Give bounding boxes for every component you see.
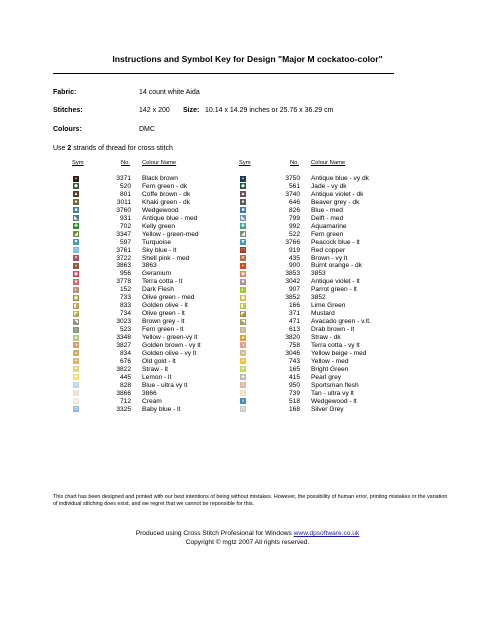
colour-row [0,382,495,389]
symbol-swatch: ✕ [240,255,246,261]
colour-name: Peacock blue - lt [311,238,360,246]
colour-name: 3866 [142,389,157,397]
colour-number: 3863 [116,262,131,270]
fabric-label: Fabric: [53,89,77,96]
colour-name: Olive green - lt [142,310,185,318]
symbol-swatch: ◊ [241,382,245,389]
colour-number: 520 [119,182,131,190]
colour-name: Black brown [142,175,178,182]
colour-name: Antique blue - vy dk [311,175,369,182]
colour-name: Shell pink - med [142,254,190,262]
size-value: 10.14 x 14.29 inches or 25.76 x 36.29 cm [205,107,334,114]
colour-row [0,223,495,230]
symbol-swatch: ▼ [240,239,246,246]
colour-number: 712 [119,397,131,405]
symbol-swatch: ◣ [241,215,245,222]
symbol-swatch: ◆ [74,183,78,190]
colour-number: 702 [119,222,131,230]
colour-name: Terra cotta - vy lt [311,341,360,349]
footer-copyright: Copyright © mgtz 2007 All rights reserved. [185,539,310,546]
symbol-swatch: ◢ [74,231,78,238]
colour-name: Silver Grey [311,405,344,413]
colour-number: 166 [288,302,300,310]
colour-row [0,191,495,198]
colour-number: 3023 [116,318,131,326]
colour-name: Fern green - dk [142,182,188,190]
colour-number: 561 [288,182,300,190]
colour-row [0,342,495,349]
symbol-swatch: ◗ [241,262,245,269]
colour-name: Terra cotta - lt [142,278,183,286]
colour-name: Sky blue - lt [142,246,177,254]
colour-number: 801 [119,190,131,198]
symbol-swatch: ◤ [74,310,78,317]
colour-name: Antique blue - med [142,214,198,222]
colour-number: 3866 [116,389,131,397]
software-link[interactable]: www.dpsoftware.co.uk [293,530,360,537]
colour-name: Yellow - green-med [142,230,199,238]
colour-number: 613 [288,326,300,334]
colour-number: 415 [288,373,300,381]
symbol-swatch: ◘ [74,406,78,413]
colour-name: Dark Flesh [142,286,174,294]
symbol-swatch: ◧ [73,302,79,309]
symbol-swatch: ● [74,199,78,206]
symbol-swatch: ✦ [73,366,79,373]
right-header-no: No. [290,160,300,166]
colour-name: Bright Green [311,365,349,373]
colour-number: 646 [288,198,300,206]
symbol-swatch: ◧ [240,302,246,309]
colour-number: 733 [119,294,131,302]
colour-name: Fern green [311,230,344,238]
colour-row [0,390,495,397]
symbol-swatch: ◉ [240,270,246,277]
symbol-swatch: ■ [241,207,245,214]
colour-number: 833 [119,302,131,310]
stitches-label: Stitches: [53,107,83,114]
colour-name: Wedgewood - lt [311,397,357,405]
symbol-swatch: ★ [73,278,79,285]
colour-number: 3042 [285,278,300,286]
colour-name: Jade - vy dk [311,182,347,190]
symbol-swatch: ♦ [74,334,78,341]
colour-row [0,398,495,405]
colour-name: Yellow beige - med [311,349,367,357]
colour-number: 900 [288,262,300,270]
colour-name: Golden brown - vy lt [142,341,201,349]
symbol-swatch: ♦ [241,334,245,341]
colour-number: 3740 [285,190,300,198]
right-header-name: Colour Name [311,160,346,166]
colour-name: 3863 [142,262,157,270]
colour-number: 919 [288,246,300,254]
left-header-name: Colour Name [142,160,177,166]
colour-name: Mustard [311,310,335,318]
colour-number: 3760 [116,206,131,214]
colour-number: 445 [119,373,131,381]
disclaimer: This chart has been designed and printed with our best intentions of being without mistakes. However, the possibility of human error, printing mistakes or the variation of individual stitching does exist, and we regret that we cannot be reponsible for this. [53,494,448,507]
colour-name: Brown - vy lt [311,254,348,262]
symbol-swatch: ○ [241,326,245,333]
colour-number: 931 [119,214,131,222]
symbol-swatch: ▪ [73,176,79,182]
title-rule [53,73,394,74]
colour-number: 371 [288,310,300,318]
colour-row [0,326,495,333]
left-header-sym: Sym [72,160,84,166]
symbol-swatch: ▯ [241,390,245,397]
colour-name: Parrot green - lt [311,286,357,294]
colour-name: Antique violet - lt [311,278,360,286]
symbol-swatch: ◉ [73,270,79,277]
symbol-swatch: ◥ [241,318,245,325]
colour-name: Aquamarine [311,222,347,230]
colour-name: Red copper [311,246,346,254]
page-title: Instructions and Symbol Key for Design "Major M cockatoo-color" [112,54,383,64]
colour-name: Khaki green - dk [142,198,191,206]
colour-name: Avacado green - v.lt. [311,318,371,326]
colour-number: 992 [288,222,300,230]
colour-number: 3347 [116,230,131,238]
colour-name: 3853 [311,270,326,278]
symbol-swatch: ◢ [241,231,245,238]
colour-row [0,247,495,254]
colour-number: 3371 [116,175,131,182]
colour-name: Blue - ultra vy lt [142,381,188,389]
symbol-swatch: ◐ [74,286,78,293]
colour-row [0,231,495,238]
colour-name: Brown grey - lt [142,318,185,326]
colour-name: Old gold - lt [142,357,176,365]
symbol-swatch: ✚ [240,223,246,230]
symbol-swatch: ▼ [73,239,79,246]
fabric-value: 14 count white Aida [139,89,200,96]
symbol-swatch: ◗ [74,262,78,269]
colour-number: 3778 [116,278,131,286]
colour-number: 3011 [116,198,131,206]
colour-name: Wedgewood [142,206,179,214]
colour-number: 522 [288,230,300,238]
colour-number: 3761 [116,246,131,254]
colour-name: Tan - ultra vy lt [311,389,354,397]
footer-produced: Produced using Cross Stitch Profesional for Windows www.dpsoftware.co.uk [135,530,360,537]
colour-name: Kelly green [142,222,175,230]
colour-number: 3046 [285,349,300,357]
symbol-swatch: ▪ [240,176,246,182]
colour-name: Drab brown - lt [311,326,355,334]
colour-name: Golden olive - vy lt [142,349,197,357]
symbol-swatch: ◣ [74,215,78,222]
colour-number: 758 [288,341,300,349]
colour-number: 3348 [116,334,131,341]
colour-name: Burnt orange - dk [311,262,362,270]
colour-number: 523 [119,326,131,334]
size-label: Size: [183,107,200,114]
colour-name: 3852 [311,294,326,302]
symbol-swatch: ◓ [74,358,78,365]
symbol-swatch: ◊ [74,382,78,389]
symbol-swatch: □ [74,247,78,254]
symbol-swatch: ■ [74,207,78,214]
colour-row [0,374,495,381]
colour-name: Yellow - green-vy lt [142,334,198,341]
colour-row [0,255,495,262]
colour-name: Blue - med [311,206,343,214]
colour-name: Sportsman flesh [311,381,359,389]
colour-number: 3750 [285,175,300,182]
colour-number: 734 [119,310,131,318]
colour-name: Antique violet - dk [311,190,364,198]
colour-number: 3722 [116,254,131,262]
colour-row [0,262,495,269]
colour-row [0,406,495,413]
colour-number: 907 [288,286,300,294]
colour-number: 3822 [116,365,131,373]
symbol-swatch: ◑ [74,342,78,349]
symbol-swatch: ▯ [74,390,78,397]
symbol-swatch: ♣ [241,374,245,381]
symbol-swatch: □ [241,247,245,254]
colour-number: 597 [119,238,131,246]
symbol-swatch: ◒ [241,350,245,357]
colour-row [0,318,495,325]
symbol-swatch: ◤ [241,310,245,317]
symbol-swatch: ◆ [241,183,245,190]
colour-row [0,207,495,214]
colour-row [0,239,495,246]
colour-number: 826 [288,206,300,214]
colour-name: Baby blue - lt [142,405,181,413]
colour-number: 950 [288,381,300,389]
colour-row [0,278,495,285]
colour-number: 828 [119,381,131,389]
symbol-swatch: ▲ [73,191,79,198]
colour-row [0,286,495,293]
colour-row [0,294,495,301]
colour-row [0,183,495,190]
colour-number: 739 [288,389,300,397]
colour-row [0,270,495,277]
colour-row [0,199,495,206]
colour-number: 518 [288,397,300,405]
colour-name: Lime Green [311,302,346,310]
symbol-swatch: ▣ [240,294,246,301]
symbol-swatch: ★ [240,278,246,285]
symbol-swatch: ♣ [74,374,78,381]
colour-number: 3852 [285,294,300,302]
symbol-swatch: ◖ [241,398,245,405]
colour-name: Geranium [142,270,171,278]
colour-number: 956 [119,270,131,278]
colour-number: 3827 [116,341,131,349]
colour-number: 3820 [285,334,300,341]
symbol-swatch: ✦ [240,366,246,373]
colour-row [0,334,495,341]
symbol-swatch: ◖ [74,398,78,405]
colour-number: 471 [288,318,300,326]
right-header-sym: Sym [239,160,251,166]
symbol-swatch: ◥ [74,318,78,325]
colour-name: Golden olive - lt [142,302,188,310]
colour-number: 676 [119,357,131,365]
colour-number: 3766 [285,238,300,246]
colour-name: Fern green - lt [142,326,184,334]
colour-name: Lemon - lt [142,373,172,381]
colour-name: Turquoise [142,238,172,246]
symbol-swatch: ◒ [74,350,78,357]
symbol-swatch: ▲ [240,191,246,198]
strands-instruction: Use 2 strands of thread for cross stitch [53,145,173,152]
colour-row [0,358,495,365]
colour-row [0,175,495,182]
colours-label: Colours: [53,126,82,133]
colour-name: Delft - med [311,214,344,222]
colour-name: Straw - lt [142,365,169,373]
colour-name: Pearl grey [311,373,342,381]
symbol-swatch: ▣ [73,294,79,301]
colour-number: 799 [288,214,300,222]
colour-row [0,350,495,357]
colour-number: 3325 [116,405,131,413]
colour-number: 152 [119,286,131,294]
colour-name: Cream [142,397,162,405]
colour-name: Straw - dk [311,334,341,341]
symbol-swatch: ✕ [73,255,79,261]
symbol-swatch: ✚ [73,223,79,230]
colour-row [0,310,495,317]
symbol-swatch: ◑ [241,342,245,349]
stitches-value: 142 x 200 [139,107,170,114]
symbol-swatch: ○ [74,326,78,333]
colour-number: 435 [288,254,300,262]
colour-number: 3853 [285,270,300,278]
colour-number: 168 [288,405,300,413]
colour-name: Coffe brown - dk [142,190,191,198]
colour-name: Beaver grey - dk [311,198,360,206]
symbol-swatch: ● [241,199,245,206]
colour-name: Olive green - med [142,294,195,302]
colour-number: 834 [119,349,131,357]
colour-name: Yellow - med [311,357,349,365]
symbol-swatch: ◐ [241,286,245,293]
symbol-swatch: ◓ [241,358,245,365]
symbol-swatch: ◘ [241,406,245,413]
colour-row [0,302,495,309]
colour-number: 165 [288,365,300,373]
colour-row [0,366,495,373]
colours-value: DMC [139,126,155,133]
colour-number: 743 [288,357,300,365]
colour-row [0,215,495,222]
left-header-no: No. [121,160,131,166]
